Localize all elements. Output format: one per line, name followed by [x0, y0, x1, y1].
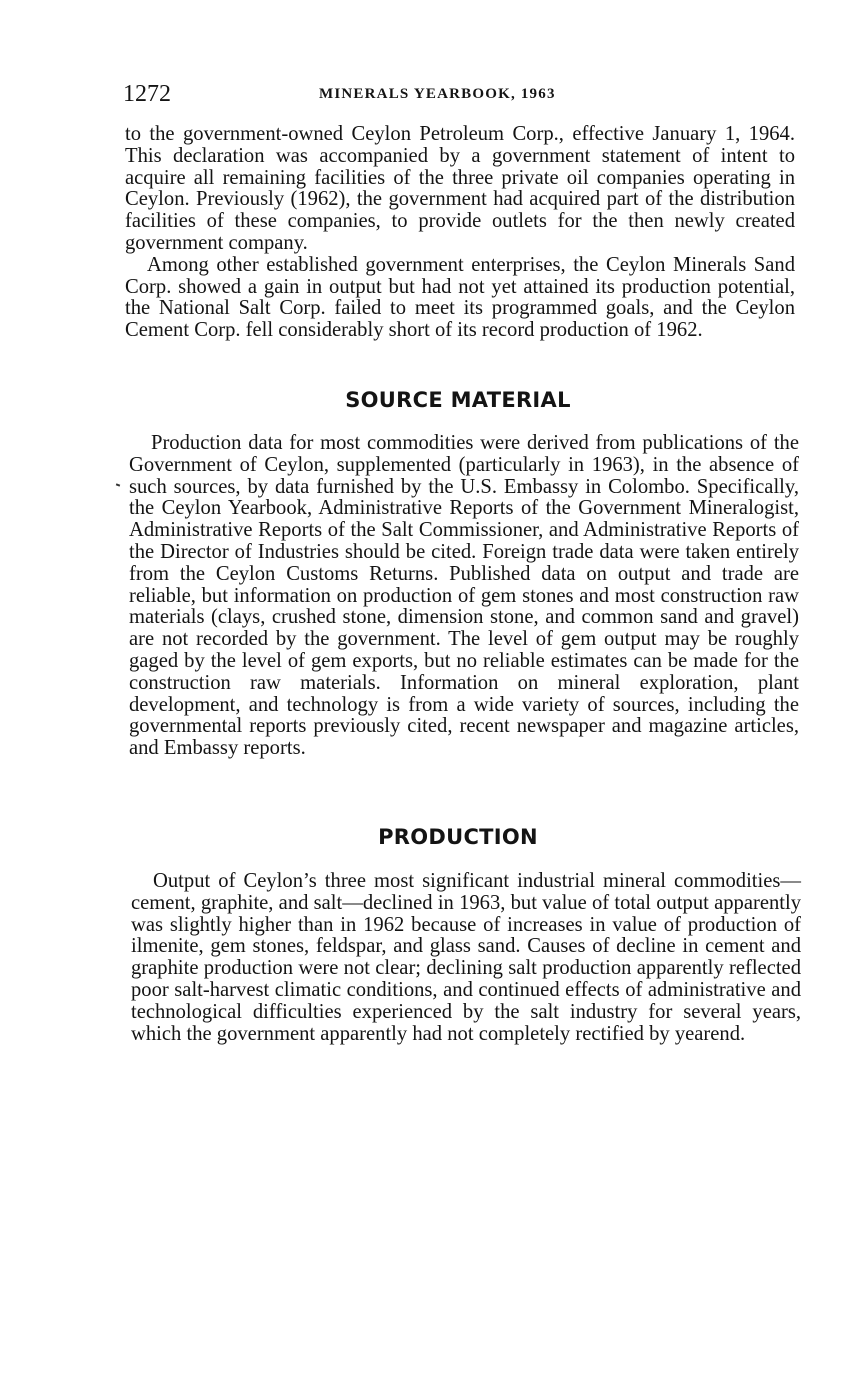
source-material-text-block: [129, 433, 799, 760]
intro-paragraph-continued: to the government-owned Ceylon Petroleum Corp., effective January 1, 1964. This declaration was accompanied by a government statement of intent to acquire all remaining facilities of the three private oil companies operating in Ceylon. Previously (1962), the government had acquired part of the distribution facilities of these companies, to provide outlets for the then newly created government company.: [125, 123, 795, 254]
margin-mark: [116, 483, 120, 486]
production-paragraph: Output of Ceylon’s three most significant industrial mineral commodities—cement, graphite, and salt—declined in 1963, but value of total output apparently was slightly higher than in 1962 because of increases in value of production of ilmenite, gem stones, feldspar, and glass sand. Causes of decline in cement and graphite production were not clear; declining salt production apparently reflected poor salt-harvest climatic conditions, and continued effects of administrative and technological difficulties experienced by the salt industry for several years, which the government apparently had not completely rectified by yearend.: [131, 870, 801, 1045]
production-text-block: [131, 871, 801, 1045]
section-heading-production: PRODUCTION: [378, 825, 538, 849]
intro-paragraph-enterprises: Among other established government enterprises, the Ceylon Minerals Sand Corp. showed a gain in output but had not yet attained its production potential, the National Salt Corp. failed to meet its programmed goals, and the Ceylon Cement Corp. fell considerably short of its record production of 1962.: [125, 253, 795, 342]
section-heading-source-material: SOURCE MATERIAL: [345, 388, 571, 412]
page-number: 1272: [123, 81, 171, 107]
source-material-paragraph: Production data for most commodities were derived from publications of the Government of Ceylon, supplemented (particularly in 1963), in the absence of such sources, by data furnished by the U.S. Embassy in Colombo. Specifically, the Ceylon Yearbook, Administrative Reports of the Government Mineralogist, Administrative Reports of the Salt Commissioner, and Administrative Reports of the Director of Industries should be cited. Foreign trade data were taken entirely from the Ceylon Customs Returns. Published data on output and trade are reliable, but information on production of gem stones and most construction raw materials (clays, crushed stone, dimension stone, and common sand and gravel) are not recorded by the government. The level of gem output may be roughly gaged by the level of gem exports, but no reliable estimates can be made for the construction raw materials. Information on mineral exploration, plant development, and technology is from a wide variety of sources, including the governmental reports previously cited, recent newspaper and magazine articles, and Embassy reports.: [129, 432, 799, 760]
intro-text-block: [125, 124, 795, 342]
running-head: MINERALS YEARBOOK, 1963: [319, 86, 556, 102]
page-header: [123, 80, 799, 110]
